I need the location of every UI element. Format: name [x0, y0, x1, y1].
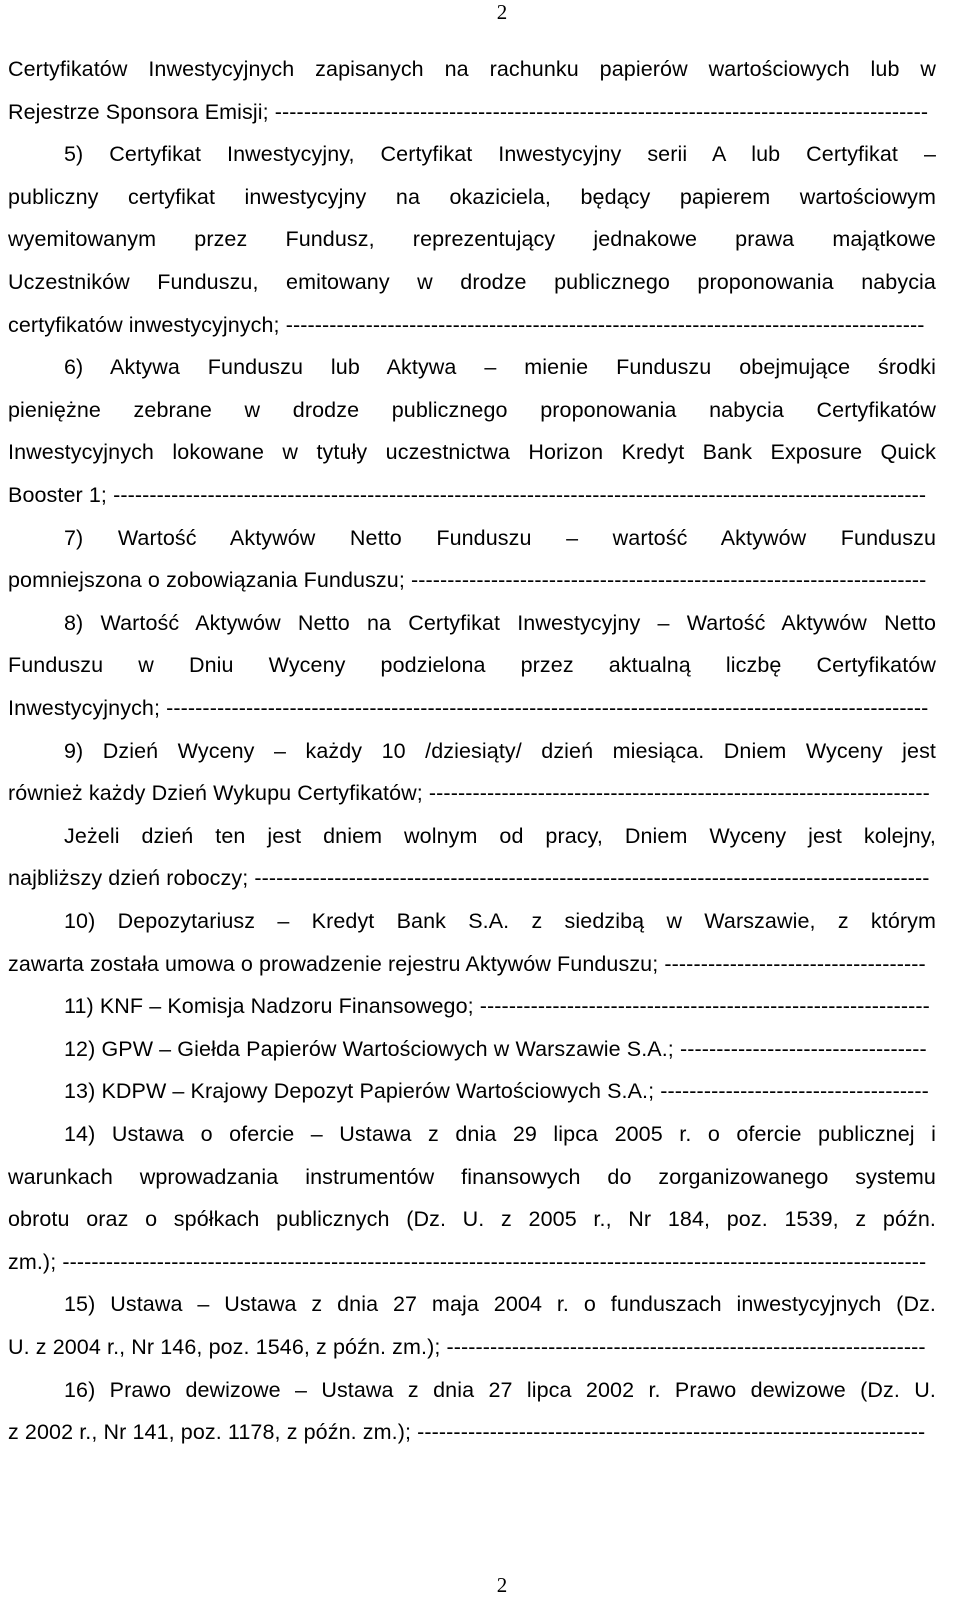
- text-line: [64, 736, 936, 766]
- text-line-content: 10) Depozytariusz – Kredyt Bank S.A. z siedzibą w Warszawie, z którym: [64, 909, 936, 933]
- text-line: [8, 480, 936, 510]
- text-line-content: Funduszu w Dniu Wyceny podzielona przez aktualną liczbę Certyfikatów: [8, 653, 936, 678]
- text-line: [8, 949, 936, 979]
- text-line-content: Inwestycyjnych lokowane w tytuły uczestnictwa Horizon Kredyt Bank Exposure Quick: [8, 440, 936, 465]
- text-line-content: Uczestników Funduszu, emitowany w drodze publicznego proponowania nabycia: [8, 270, 936, 294]
- text-line-content: publiczny certyfikat inwestycyjny na okaziciela, będący papierem wartościowym: [8, 184, 936, 209]
- text-line: [64, 608, 936, 638]
- dash-leader: ----------------------------------------------------------------------------------------------------------------: [107, 483, 927, 507]
- text-line: [8, 778, 936, 808]
- text-line-content: Certyfikatów Inwestycyjnych zapisanych na rachunku papierów wartościowych lub w: [8, 57, 936, 81]
- text-line: [64, 1375, 936, 1405]
- dash-leader: -------------------------------------: [654, 1079, 929, 1104]
- text-line-content: 5) Certyfikat Inwestycyjny, Certyfikat Inwestycyjny serii A lub Certyfikat –: [64, 142, 936, 167]
- text-line: [64, 991, 936, 1021]
- text-line: [8, 182, 936, 212]
- text-line: [8, 1332, 936, 1362]
- text-line: [64, 1034, 936, 1064]
- text-line: [64, 821, 936, 851]
- text-line-content: 8) Wartość Aktywów Netto na Certyfikat Inwestycyjny – Wartość Aktywów Netto: [64, 610, 936, 635]
- text-line-content: Jeżeli dzień ten jest dniem wolnym od pracy, Dniem Wyceny jest kolejny,: [64, 823, 936, 848]
- text-line-content: obrotu oraz o spółkach publicznych (Dz. U. z 2005 r., Nr 184, poz. 1539, z późn.: [8, 1207, 936, 1232]
- text-line-content: 15) Ustawa – Ustawa z dnia 27 maja 2004 r. o funduszach inwestycyjnych (Dz.: [64, 1292, 936, 1317]
- text-line: [8, 54, 936, 84]
- text-line-content: U. z 2004 r., Nr 146, poz. 1546, z późn. zm.);: [8, 1335, 441, 1359]
- text-line: [8, 224, 936, 254]
- text-line-content: 12) GPW – Giełda Papierów Wartościowych w Warszawie S.A.;: [64, 1036, 674, 1061]
- dash-leader: ---------------------------------------------------------------------------------------------: [248, 866, 930, 891]
- text-line: [8, 310, 936, 340]
- text-line: [64, 1119, 936, 1149]
- text-line: [8, 437, 936, 467]
- text-line: [8, 267, 936, 297]
- dash-leader: --------------------------------------------------------------: [473, 994, 930, 1019]
- text-line: [64, 352, 936, 382]
- text-line-content: wyemitowanym przez Fundusz, reprezentujący jednakowe prawa majątkowe: [8, 227, 936, 252]
- text-line-content: pomniejszona o zobowiązania Funduszu;: [8, 568, 405, 593]
- text-line: [8, 97, 936, 127]
- dash-leader: -----------------------------------------------------------------------: [404, 568, 927, 593]
- text-line: [8, 693, 936, 723]
- text-line-content: warunkach wprowadzania instrumentów finansowych do zorganizowanego systemu: [8, 1164, 936, 1189]
- text-line: [8, 1247, 936, 1277]
- text-line-content: 13) KDPW – Krajowy Depozyt Papierów Wartościowych S.A.;: [64, 1079, 655, 1104]
- text-line-content: zawarta została umowa o prowadzenie rejestru Aktywów Funduszu;: [8, 951, 659, 976]
- text-line: [8, 395, 936, 425]
- text-line-content: również każdy Dzień Wykupu Certyfikatów;: [8, 781, 423, 806]
- dash-leader: ------------------------------------------------------------------: [440, 1335, 926, 1359]
- page-number-bottom: 2: [496, 1573, 508, 1597]
- dash-leader: ---------------------------------------------------------------------: [422, 781, 930, 806]
- text-line: [8, 565, 936, 595]
- text-line-content: 14) Ustawa o ofercie – Ustawa z dnia 29 lipca 2005 r. o ofercie publicznej i: [64, 1122, 936, 1146]
- text-line: [8, 863, 936, 893]
- dash-leader: ------------------------------------: [658, 951, 926, 976]
- dash-leader: ---------------------------------------------------------------------------------------------------------: [160, 696, 929, 720]
- dash-leader: ----------------------------------------------------------------------: [411, 1420, 926, 1445]
- text-line-content: 9) Dzień Wyceny – każdy 10 /dziesiąty/ dzień miesiąca. Dniem Wyceny jest: [64, 738, 936, 763]
- text-line-content: 11) KNF – Komisja Nadzoru Finansowego;: [64, 994, 474, 1019]
- dash-leader: ----------------------------------: [673, 1036, 927, 1061]
- text-line-content: Booster 1;: [8, 483, 107, 507]
- dash-leader: ----------------------------------------------------------------------------------------: [279, 312, 925, 337]
- text-line: [8, 1204, 936, 1234]
- text-line: [8, 1162, 936, 1192]
- text-line-content: 7) Wartość Aktywów Netto Funduszu – wartość Aktywów Funduszu: [64, 525, 936, 550]
- text-line: [64, 1076, 936, 1106]
- text-line: [64, 906, 936, 936]
- text-line-content: z 2002 r., Nr 141, poz. 1178, z późn. zm.);: [8, 1420, 412, 1445]
- text-line-content: 6) Aktywa Funduszu lub Aktywa – mienie Funduszu obejmujące środki: [64, 355, 936, 380]
- text-line-content: zm.);: [8, 1249, 57, 1274]
- text-line-content: pieniężne zebrane w drodze publicznego proponowania nabycia Certyfikatów: [8, 397, 936, 422]
- dash-leader: -----------------------------------------------------------------------------------------------------------------------: [56, 1249, 927, 1274]
- text-line: [64, 1289, 936, 1319]
- dash-leader: ------------------------------------------------------------------------------------------: [268, 99, 929, 124]
- text-line: [64, 523, 936, 553]
- text-line: [64, 139, 936, 169]
- text-line-content: Inwestycyjnych;: [8, 696, 161, 720]
- text-line: [8, 650, 936, 680]
- text-line-content: Rejestrze Sponsora Emisji;: [8, 99, 269, 124]
- text-line-content: 16) Prawo dewizowe – Ustawa z dnia 27 lipca 2002 r. Prawo dewizowe (Dz. U.: [64, 1377, 936, 1402]
- text-line: [8, 1417, 936, 1447]
- page-number-top: 2: [496, 0, 508, 24]
- text-line-content: certyfikatów inwestycyjnych;: [8, 312, 280, 337]
- text-line-content: najbliższy dzień roboczy;: [8, 866, 249, 891]
